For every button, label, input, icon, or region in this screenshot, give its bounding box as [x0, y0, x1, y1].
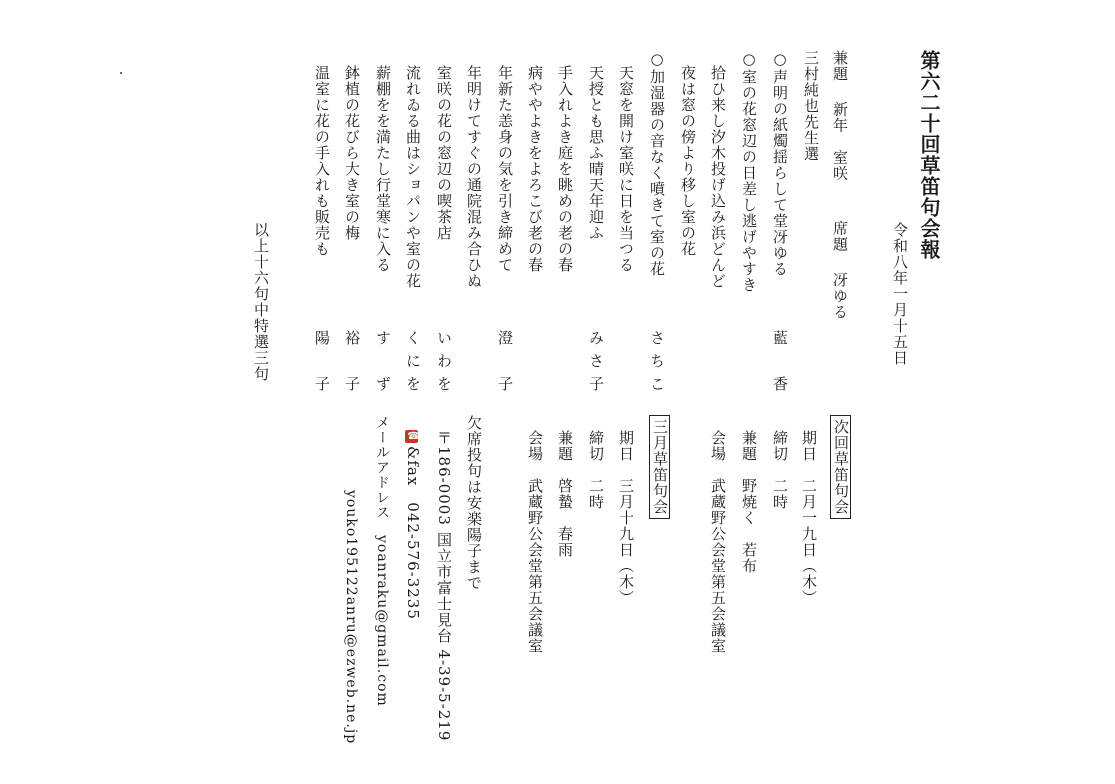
next-meeting-heading: [830, 415, 851, 519]
poem: 室咲の花の窓辺の喫茶店: [435, 65, 453, 241]
poem-author: 澄 子: [496, 330, 514, 399]
selection-summary: 以上十六句中特選三句: [252, 222, 270, 382]
postal-address: 〒186-0003 国立市富士見台 4-39-5-219: [435, 430, 453, 742]
sekidai-value: 冴ゆる: [831, 272, 849, 320]
poem-author: 藍 香: [771, 330, 789, 399]
poem: 病ややよきをよろこび老の春: [526, 65, 544, 273]
poem-author: さちこ: [648, 330, 666, 399]
poem-author: みさ子: [587, 330, 605, 399]
next-meeting-venue: 会場 武蔵野公会堂第五会議室: [709, 430, 727, 654]
poem: 手入れよき庭を眺めの老の春: [556, 65, 574, 273]
poem: ○室の花窓辺の日差し逃げやすき: [740, 50, 758, 293]
poem: 温室に花の手入れも販売も: [313, 65, 331, 257]
poem: 薪棚をを満たし行堂寒に入る: [374, 65, 392, 273]
stray-dot: [120, 72, 122, 74]
phone-line: [405, 430, 420, 620]
poem: 鉢植の花びら大き室の梅: [343, 65, 361, 241]
poem-author: くにを: [404, 330, 422, 399]
next-meeting-deadline: 締切 二時: [771, 430, 789, 510]
kendai-label: 兼題: [831, 50, 849, 82]
poem: 拾ひ来し汐木投げ込み浜どんど: [709, 65, 727, 289]
march-meeting-theme: 兼題 啓蟄 春雨: [556, 430, 574, 558]
poem: 年明けてすぐの通院混み合ひぬ: [465, 65, 483, 289]
next-meeting-date: 期日 二月一九日（木）: [800, 430, 818, 606]
selector-name: 三村純也先生選: [802, 50, 820, 162]
poem-author: 陽 子: [313, 330, 331, 399]
telephone-icon: ☎: [405, 430, 418, 443]
report-date: 令和八年一月十五日: [891, 222, 909, 366]
poem: 夜は窓の傍より移し室の花: [679, 65, 697, 257]
sekidai-label: 席題: [831, 220, 849, 253]
poem: ○加湿器の音なく噴きて室の花: [648, 50, 666, 277]
march-meeting-heading: [649, 415, 670, 519]
poem: 年新た恙身の気を引き締めて: [496, 65, 514, 273]
poem: 天窓を開け室咲に日を当つる: [617, 65, 635, 273]
kendai-value: 新年 室咲: [831, 101, 849, 182]
next-meeting-heading-text: 次回草笛句会: [830, 415, 851, 519]
email-line: メールアドレス yoanraku@gmail.com: [374, 415, 390, 707]
poem-author: いわを: [435, 330, 453, 399]
march-meeting-deadline: 締切 二時: [587, 430, 605, 510]
poem: ○声明の紙燭揺らして堂冴ゆる: [771, 50, 789, 277]
poem-author: す ず: [374, 330, 392, 399]
absent-submission-note: 欠席投句は安楽陽子まで: [465, 415, 483, 591]
phone-number: &fax 042-576-3235: [404, 446, 422, 620]
next-meeting-theme: 兼題 野焼く 若布: [740, 430, 758, 574]
report-title: 第六二十回草笛句会報: [917, 50, 941, 260]
march-meeting-heading-text: 三月草笛句会: [649, 415, 670, 519]
themes-line: [832, 50, 847, 320]
poem-author: 裕 子: [343, 330, 361, 399]
march-meeting-venue: 会場 武蔵野公会堂第五会議室: [526, 430, 544, 654]
mobile-email: youko195122anru@ezweb.ne.jp: [343, 490, 359, 745]
poem: 天授とも思ふ晴天年迎ふ: [587, 65, 605, 241]
march-meeting-date: 期日 三月十九日（木）: [617, 430, 635, 606]
poem: 流れゐる曲はショパンや室の花: [404, 65, 422, 289]
